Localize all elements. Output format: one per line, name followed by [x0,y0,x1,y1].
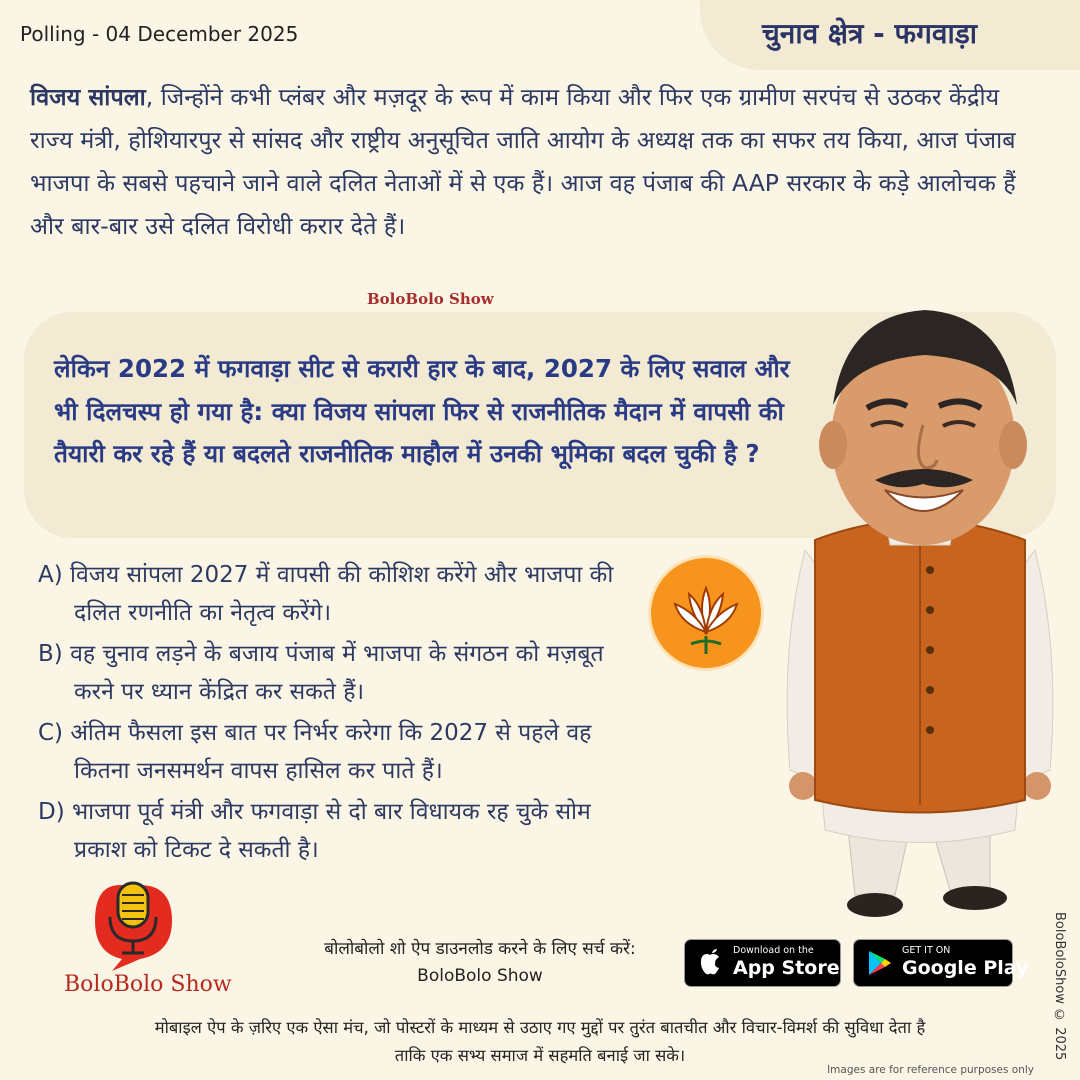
intro-paragraph [30,76,1040,248]
apple-icon [695,948,725,978]
footer-text [40,1014,1040,1070]
image-disclaimer: Images are for reference purposes only [827,1064,1034,1076]
app-cta-line1: बोलोबोलो शो ऐप डाउनलोड करने के लिए सर्च करें: [324,939,636,959]
poll-option-b[interactable]: B) वह चुनाव लड़ने के बजाय पंजाब में भाजपा के संगठन को मज़बूत करने पर ध्यान केंद्रित कर सकते हैं। [38,641,604,705]
intro-text: , जिन्होंने कभी प्लंबर और मज़दूर के रूप में काम किया और फिर एक ग्रामीण सरपंच से उठकर केंद्रीय राज्य मंत्री, होशियारपुर से सांसद और राष्ट्रीय अनुसूचित जाति आयोग के अध्यक्ष तक का सफर तय किया, आज पंजाब भाजपा के सबसे पहचाने जाने वाले दलित नेताओं में से एक हैं। आज वह पंजाब की AAP सरकार के कड़े आलोचक हैं और बार-बार उसे दलित विरोधी करार देते हैं। [30,83,1016,240]
poll-option-a[interactable]: A) विजय सांपला 2027 में वापसी की कोशिश करेंगे और भाजपा की दलित रणनीति का नेतृत्व करेंगे। [38,562,614,626]
poll-options [38,556,638,872]
constituency-label: चुनाव क्षेत्र - फगवाड़ा [762,17,977,50]
constituency-tab [700,0,1080,70]
poll-option-d[interactable]: D) भाजपा पूर्व मंत्री और फगवाड़ा से दो बार विधायक रह चुके सोम प्रकाश को टिकट दे सकती है। [38,799,591,863]
poll-date: Polling - 04 December 2025 [20,22,299,46]
google-play-small-text: GET IT ON [902,945,951,956]
brand-name: BoloBolo Show [64,972,232,997]
google-play-icon [864,948,894,978]
poll-option-c[interactable]: C) अंतिम फैसला इस बात पर निर्भर करेगा कि 2027 से पहले वह कितना जनसमर्थन वापस हासिल कर पाते हैं। [38,720,592,784]
google-play-big-text: Google Play [902,957,1029,979]
app-store-small-text: Download on the [733,945,814,956]
footer-line2: ताकि एक सभ्य समाज में सहमति बनाई जा सके। [394,1046,686,1065]
poll-question: लेकिन 2022 में फगवाड़ा सीट से करारी हार के बाद, 2027 के लिए सवाल और भी दिलचस्प हो गया है: क्या विजय सांपला फिर से राजनीतिक मैदान में वापसी की तैयारी कर रहे हैं या बदलते राजनीतिक माहौल में उनकी भूमिका बदल चुकी है ? [54,354,790,468]
app-cta-line2: BoloBolo Show [417,966,543,986]
google-play-badge[interactable] [853,939,1029,987]
watermark-text: BoloBolo Show [367,290,494,308]
intro-name: विजय सांपला [30,83,146,111]
app-store-big-text: App Store [733,957,840,979]
leader-caricature-image [775,300,1065,925]
copyright-text: BoloBoloShow © 2025 [1052,912,1067,1061]
app-download-cta [290,936,670,990]
bjp-lotus-icon [648,555,764,671]
app-store-badge[interactable] [684,939,841,987]
footer-line1: मोबाइल ऐप के ज़रिए एक ऐसा मंच, जो पोस्टरों के माध्यम से उठाए गए मुद्दों पर तुरंत बातचीत और विचार-विमर्श की सुविधा देता है [154,1018,926,1037]
